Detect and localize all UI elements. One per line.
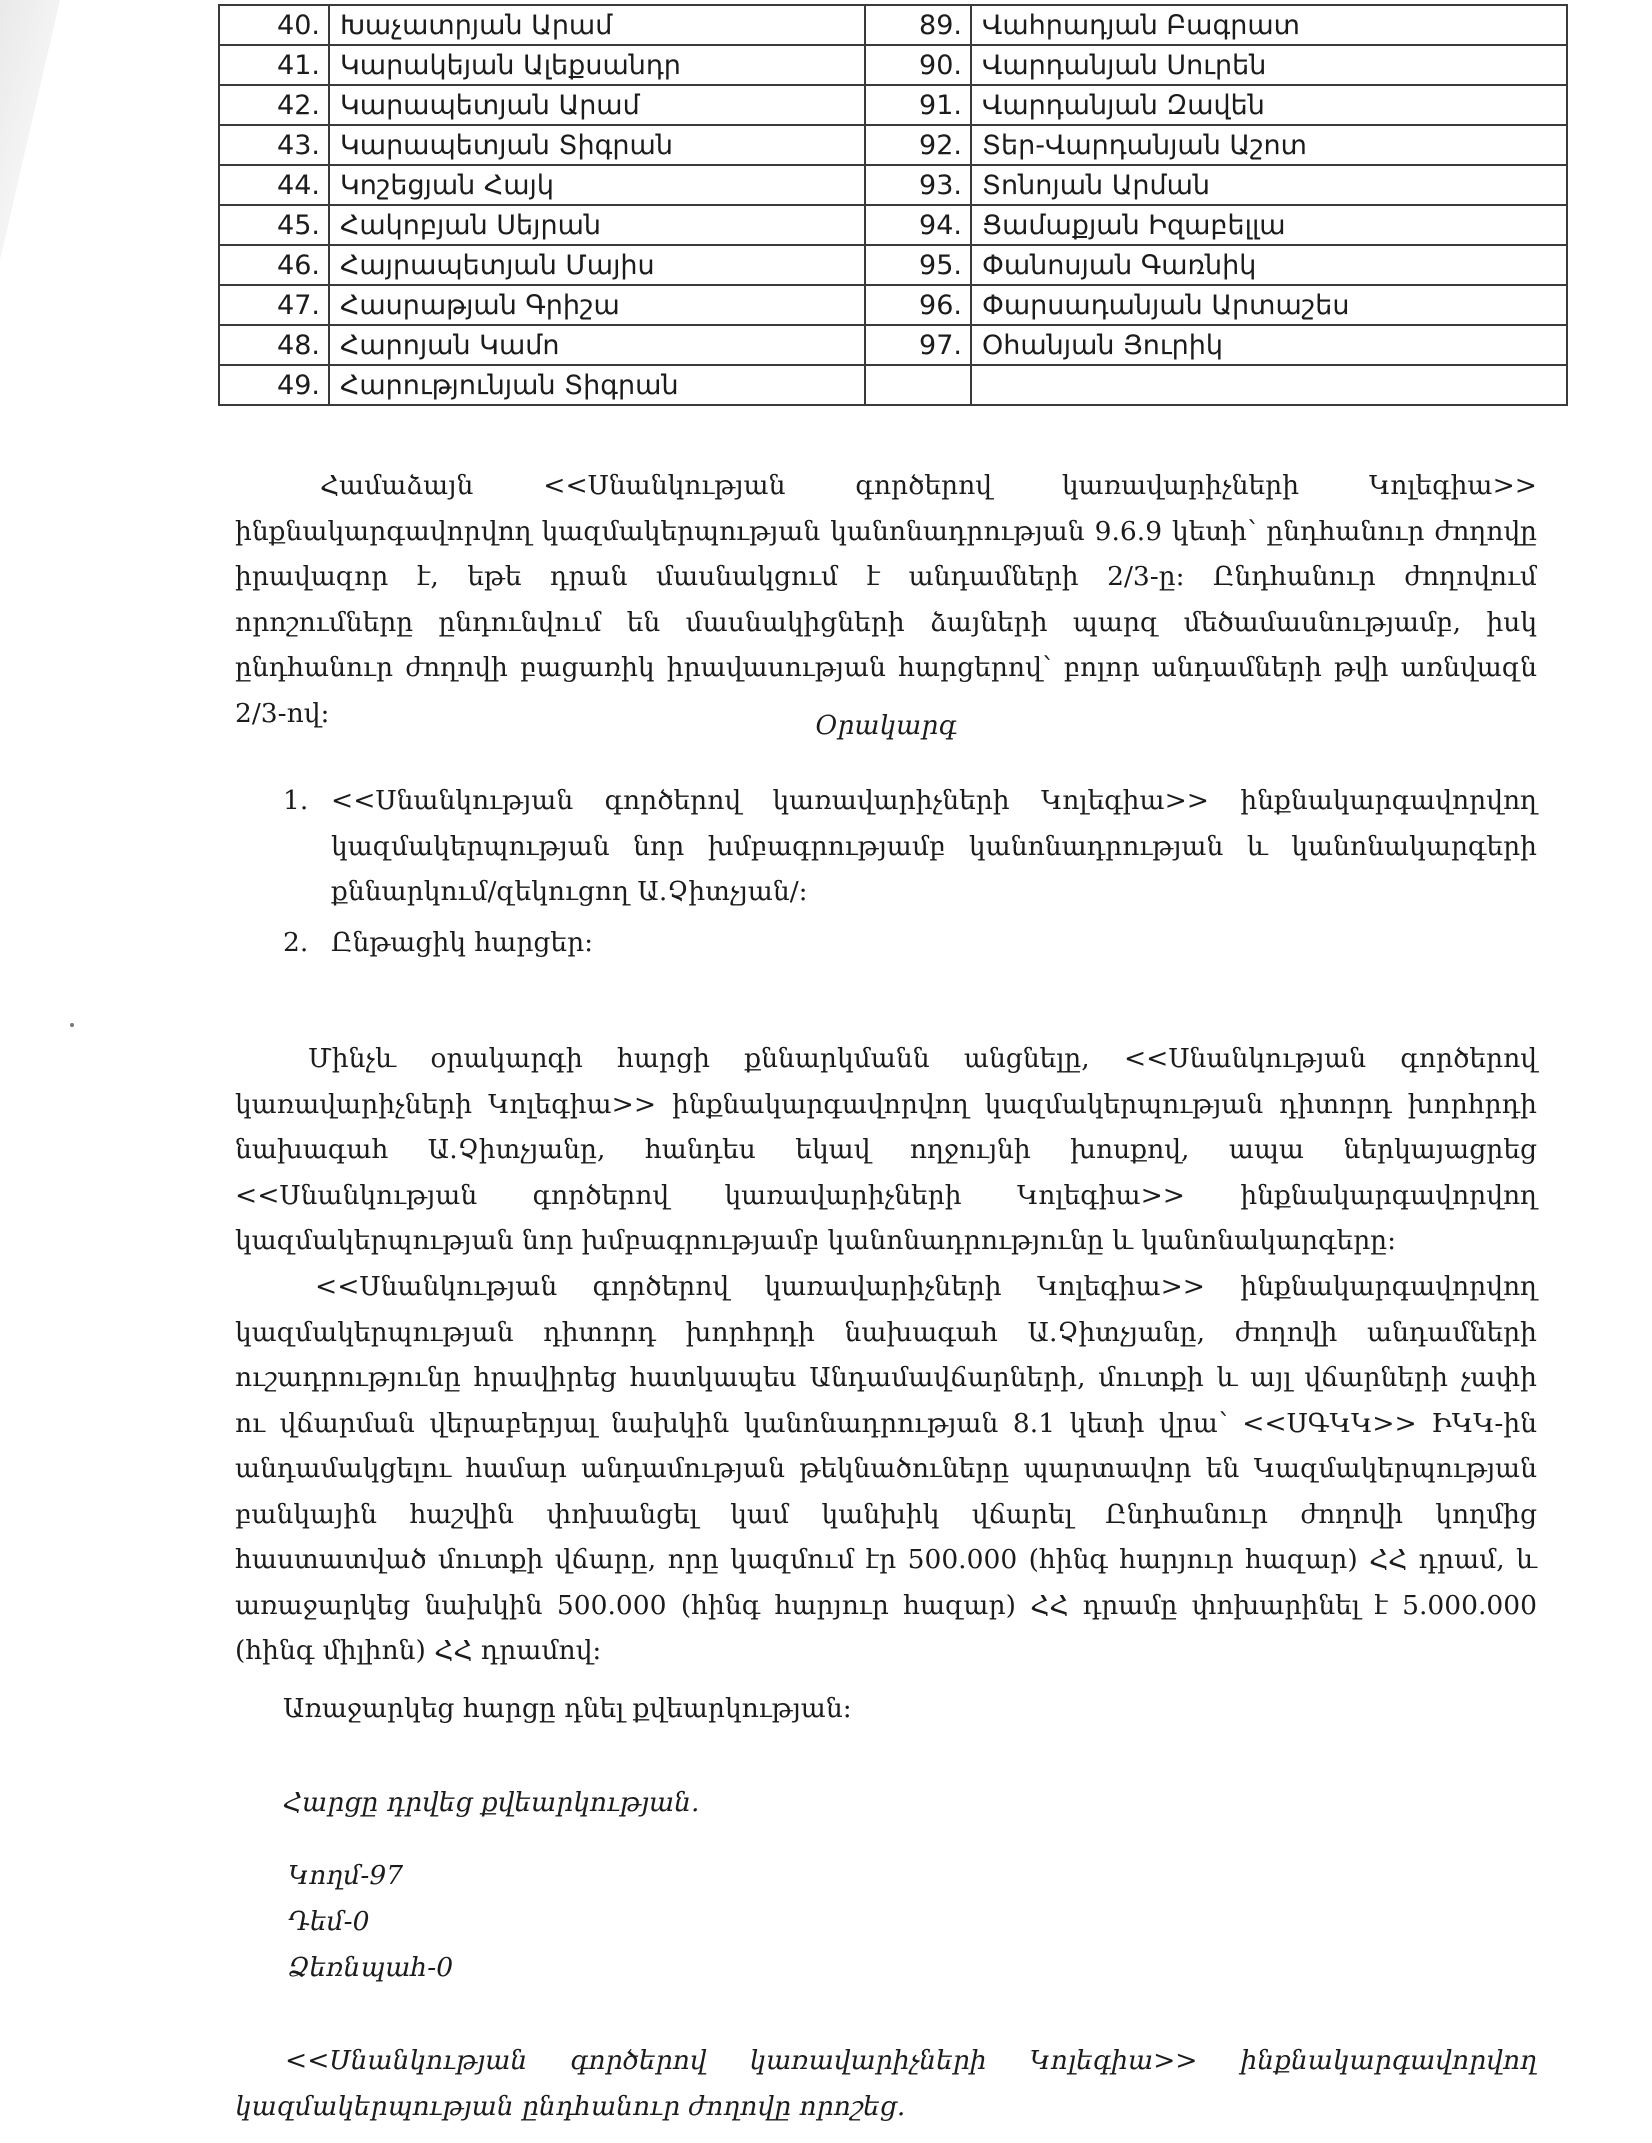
member-number: 49. — [219, 365, 329, 405]
member-name: Հասրաթյան Գրիշա — [329, 285, 865, 325]
member-name: Վաhրադյան Բագրատ — [971, 5, 1567, 45]
member-name: Հակոբյան Սեյրան — [329, 205, 865, 245]
members-table — [218, 4, 1568, 406]
member-number: 43. — [219, 125, 329, 165]
vote-for: Կողմ-97 — [288, 1860, 404, 1891]
member-number: 92. — [865, 125, 971, 165]
proposal-text: Առաջարկեց հարցը դնել քվեարկության: — [283, 1693, 852, 1724]
agenda-item-text: <<Սնանկության գործերով կառավարիչների Կոլեգիա>> ինքնակարգավորվող կազմակերպության նոր խմբագրությամբ կանոնադրության և կանոնակարգերի քննարկում/զեկուցող Ա.Չիտչյան/: — [331, 785, 1537, 907]
agenda-item — [283, 778, 1537, 915]
vote-abstain: Ձեռնպահ-0 — [288, 1952, 454, 1983]
fee-paragraph: <<Սնանկության գործերով կառավարիչների Կոլեգիա>> ինքնակարգավորվող կազմակերպության դիտորդ խորհրդի նախագահ Ա.Չիտչյանը, ժողովի անդամների ուշադրությունը հրավիրեց հատկապես Անդամավճարների, մուտքի և այլ վճարների չափի ու վճարման վերաբերյալ նախկին կանոնադրության 8.1 կետի վրա՝ <<ՍԳԿԿ>> ԻԿԿ-ին անդամակցելու համար անդամության թեկնածուները պարտավոր են Կազմակերպության բանկային հաշվին փոխանցել կամ կանխիկ վճարել Ընդհանուր ժողովի կողմից հաստատված մուտքի վճարը, որը կազմում էր 500.000 (հինգ հարյուր հազար) ՀՀ դրամ, և առաջարկեց նախկին 500.000 (հինգ հարյուր հազար) ՀՀ դրամը փոխարինել է 5.000.000 (հինգ միլիոն) ՀՀ դրամով: — [235, 1271, 1537, 1666]
decision-text: <<Սնանկության գործերով կառավարիչների Կոլեգիա>> ինքնակարգավորվող կազմակերպության ընդհանուր ժողովը որոշեց. — [235, 2045, 1537, 2122]
scan-speck — [70, 1023, 74, 1027]
vote-intro: Հարցը դրվեց քվեարկության. — [283, 1787, 700, 1818]
table-row — [219, 165, 1567, 205]
member-name: Վարդանյան Սուրեն — [971, 45, 1567, 85]
member-name: Հարոյան Կամո — [329, 325, 865, 365]
agenda-item-number: 1. — [283, 785, 309, 816]
member-number: 40. — [219, 5, 329, 45]
member-name: Օհանյան Յուրիկ — [971, 325, 1567, 365]
agenda-item-text: Ընթացիկ հարցեր: — [331, 927, 594, 958]
agenda-item — [283, 920, 1537, 966]
agenda-item-number: 2. — [283, 927, 309, 958]
member-number: 46. — [219, 245, 329, 285]
table-row — [219, 365, 1567, 405]
member-name: Հայրապետյան Մայիս — [329, 245, 865, 285]
member-name: Կոշեցյան Հայկ — [329, 165, 865, 205]
vote-against: Դեմ-0 — [288, 1906, 370, 1937]
table-row — [219, 85, 1567, 125]
member-name: Հարությունյան Տիգրան — [329, 365, 865, 405]
agenda-title: Օրակարգ — [815, 710, 957, 741]
page-corner-fold — [0, 0, 60, 260]
table-row — [219, 205, 1567, 245]
member-number: 42. — [219, 85, 329, 125]
member-number: 47. — [219, 285, 329, 325]
table-row — [219, 45, 1567, 85]
member-number: 90. — [865, 45, 971, 85]
member-number: 89. — [865, 5, 971, 45]
member-number: 95. — [865, 245, 971, 285]
table-row — [219, 285, 1567, 325]
table-row — [219, 245, 1567, 285]
member-name — [971, 365, 1567, 405]
member-name: Կարապետյան Տիգրան — [329, 125, 865, 165]
member-number: 41. — [219, 45, 329, 85]
member-name: Տեր-Վարդանյան Աշոտ — [971, 125, 1567, 165]
member-name: Փարսադանյան Արտաշես — [971, 285, 1567, 325]
quorum-paragraph: Համաձայն <<Սնանկության գործերով կառավարիչների Կոլեգիա>> ինքնակարգավորվող կազմակերպության կանոնադրության 9.6.9 կետի՝ ընդհանուր ժողովը իրավազոր է, եթե դրան մասնակցում է անդամների 2/3-ը: Ընդհանուր ժողովում որոշումները ընդունվում են մասնակիցների ձայների պարզ մեծամասնությամբ, իսկ ընդհանուր ժողովի բացառիկ իրավասության հարցերով՝ բոլոր անդամների թվի առնվազն 2/3-ով: — [235, 470, 1537, 729]
member-number: 94. — [865, 205, 971, 245]
member-name: Տոնոյան Արման — [971, 165, 1567, 205]
member-number: 91. — [865, 85, 971, 125]
member-name: Կարապետյան Արամ — [329, 85, 865, 125]
opening-paragraph: Մինչև օրակարգի հարցի քննարկմանն անցնելը, <<Սնանկության գործերով կառավարիչների Կոլեգիա>> ինքնակարգավորվող կազմակերպության դիտորդ խորհրդի նախագահ Ա.Չիտչյանը, հանդես եկավ ողջույնի խոսքով, ապա ներկայացրեց <<Սնանկության գործերով կառավարիչների Կոլեգիա>> ինքնակարգավորվող կազմակերպության նոր խմբագրությամբ կանոնադրությունը և կանոնակարգերը: — [235, 1043, 1537, 1256]
member-number: 44. — [219, 165, 329, 205]
member-name: Փանոսյան Գառնիկ — [971, 245, 1567, 285]
member-number — [865, 365, 971, 405]
member-name: Կարակեյան Ալեքսանդր — [329, 45, 865, 85]
member-number: 45. — [219, 205, 329, 245]
member-name: Ցամաքյան Իզաբելլա — [971, 205, 1567, 245]
member-number: 48. — [219, 325, 329, 365]
member-name: Վարդանյան Զավեն — [971, 85, 1567, 125]
table-row — [219, 5, 1567, 45]
table-row — [219, 125, 1567, 165]
member-name: Խաչատրյան Արամ — [329, 5, 865, 45]
member-number: 97. — [865, 325, 971, 365]
table-row — [219, 325, 1567, 365]
member-number: 96. — [865, 285, 971, 325]
member-number: 93. — [865, 165, 971, 205]
